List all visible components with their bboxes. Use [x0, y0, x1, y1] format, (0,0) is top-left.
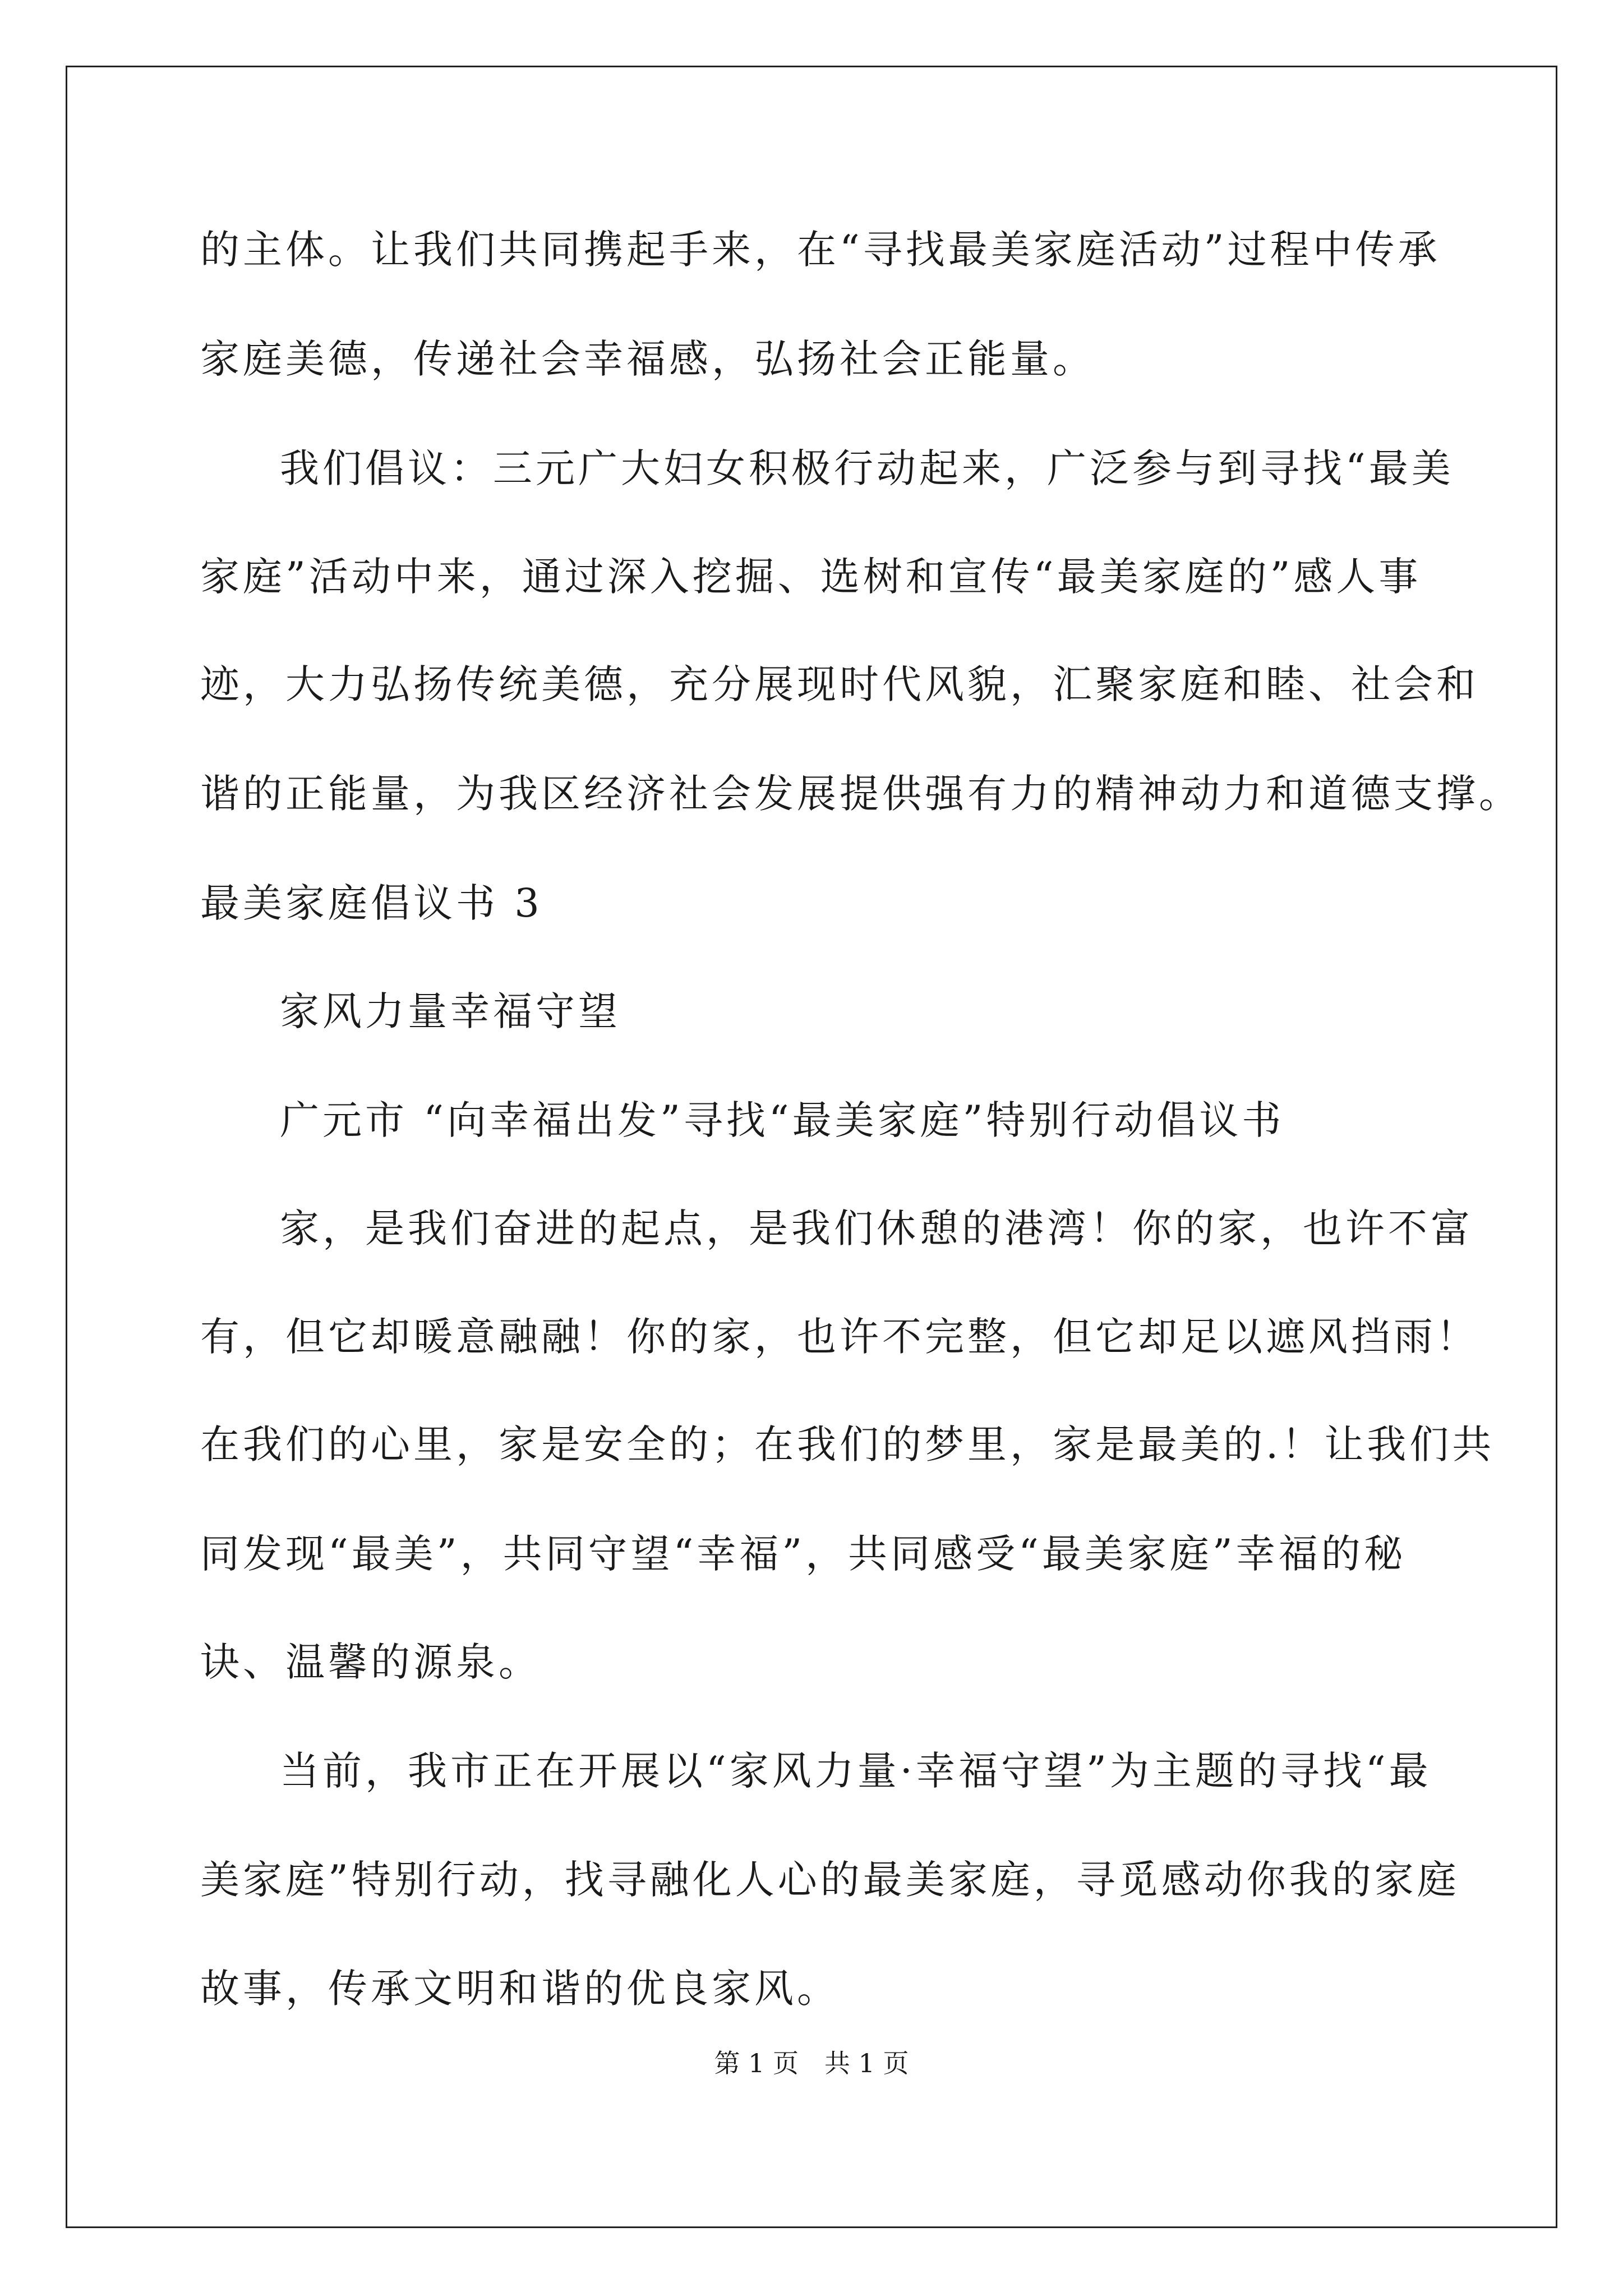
- section-heading: 最美家庭倡议书 3: [200, 880, 543, 926]
- text-line: 我们倡议：三元广大妇女积极行动起来，广泛参与到寻找“最美: [280, 445, 1454, 491]
- text-line: 的主体。让我们共同携起手来，在“寻找最美家庭活动”过程中传承: [200, 227, 1441, 273]
- page-number: 第 1 页 共 1 页: [714, 2048, 909, 2078]
- text-line: 谐的正能量，为我区经济社会发展提供强有力的精神动力和道德支撑。: [200, 771, 1521, 817]
- text-line: 诀、温馨的源泉。: [200, 1639, 541, 1685]
- text-line: 广元市 “向幸福出发”寻找“最美家庭”特别行动倡议书: [280, 1097, 1285, 1143]
- text-line: 有，但它却暖意融融！你的家，也许不完整，但它却足以遮风挡雨！: [200, 1314, 1479, 1360]
- text-line: 故事，传承文明和谐的优良家风。: [200, 1966, 840, 2012]
- text-line: 家，是我们奋进的起点，是我们休憩的港湾！你的家，也许不富: [280, 1205, 1473, 1251]
- text-line: 家风力量幸福守望: [280, 988, 621, 1034]
- text-line: 当前，我市正在开展以“家风力量·幸福守望”为主题的寻找“最: [280, 1748, 1432, 1794]
- text-line: 美家庭”特别行动，找寻融化人心的最美家庭，寻觅感动你我的家庭: [200, 1857, 1460, 1903]
- page-border: [66, 66, 1557, 2228]
- text-line: 迹，大力弘扬传统美德，充分展现时代风貌，汇聚家庭和睦、社会和: [200, 661, 1479, 707]
- text-line: 家庭”活动中来，通过深入挖掘、选树和宣传“最美家庭的”感人事: [200, 554, 1422, 600]
- text-line: 在我们的心里，家是安全的；在我们的梦里，家是最美的.！让我们共: [200, 1421, 1495, 1467]
- text-line: 同发现“最美”，共同守望“幸福”，共同感受“最美家庭”幸福的秘: [200, 1531, 1407, 1577]
- text-line: 家庭美德，传递社会幸福感，弘扬社会正能量。: [200, 336, 1095, 382]
